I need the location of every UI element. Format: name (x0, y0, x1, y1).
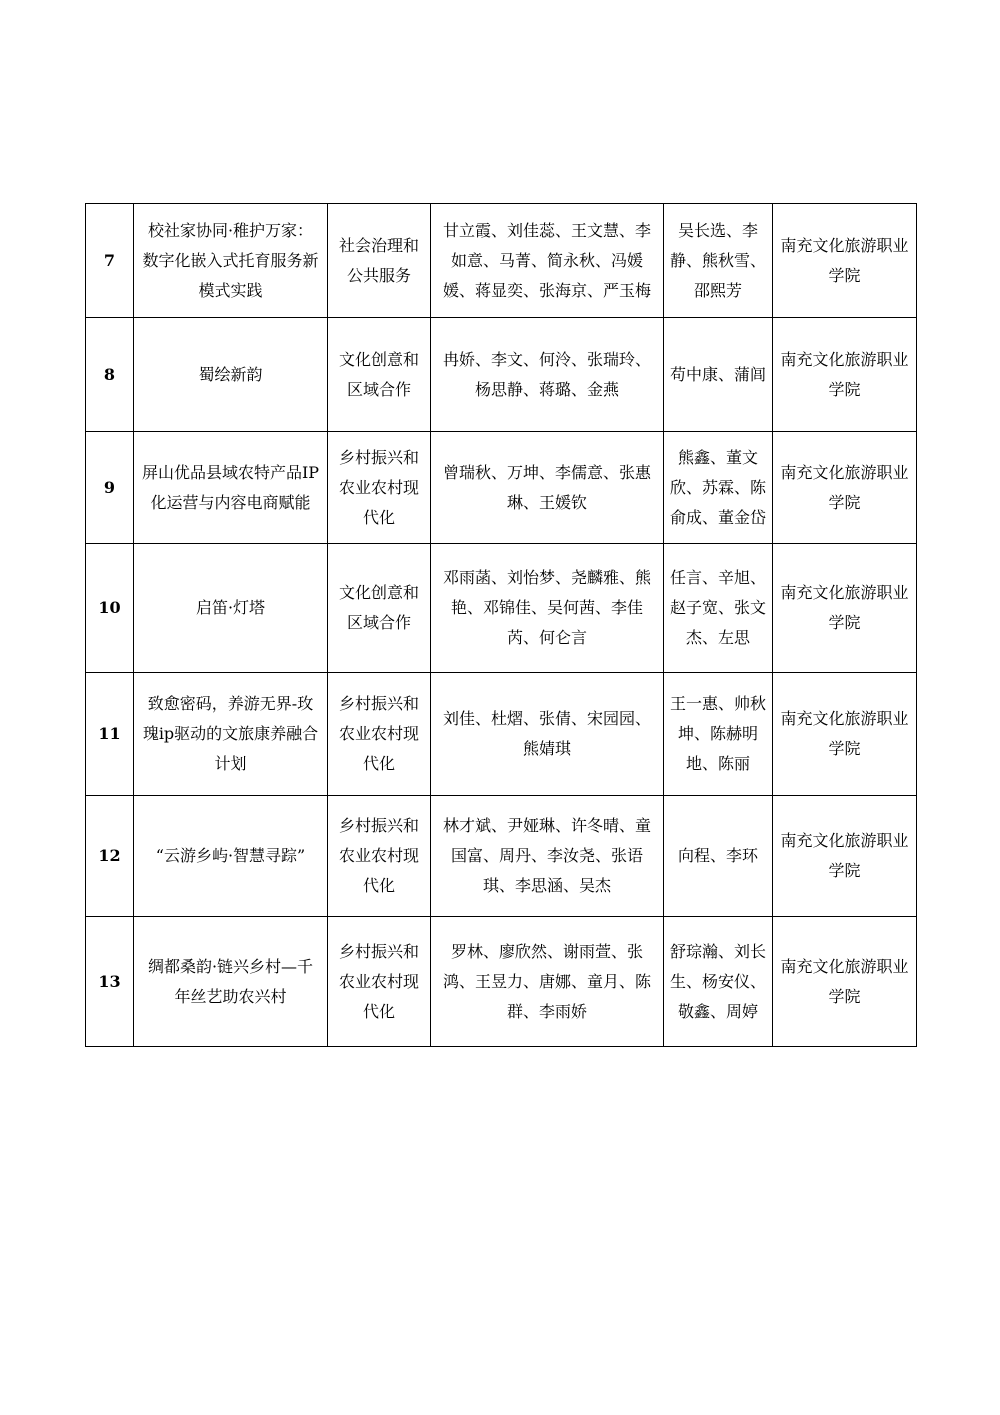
table-row (86, 204, 917, 318)
project-category: 乡村振兴和农业农村现代化 (328, 917, 431, 1047)
table-row (86, 796, 917, 917)
project-title: 致愈密码，养游无界-玫瑰ip驱动的文旅康养融合计划 (134, 673, 328, 796)
advisors: 舒琮瀚、刘长生、杨安仪、敬鑫、周婷 (664, 917, 773, 1047)
team-members: 甘立霞、刘佳蕊、王文慧、李如意、马菁、简永秋、冯媛媛、蒋显奕、张海京、严玉梅 (431, 204, 664, 318)
school-name: 南充文化旅游职业学院 (773, 796, 917, 917)
team-members: 林才斌、尹娅琳、许冬晴、童国富、周丹、李汝尧、张语琪、李思涵、吴杰 (431, 796, 664, 917)
team-members: 曾瑞秋、万坤、李儒意、张惠琳、王媛钦 (431, 432, 664, 544)
school-name: 南充文化旅游职业学院 (773, 673, 917, 796)
project-category: 文化创意和区域合作 (328, 544, 431, 673)
row-number: 13 (86, 917, 134, 1047)
row-number: 9 (86, 432, 134, 544)
row-number: 8 (86, 318, 134, 432)
project-category: 社会治理和公共服务 (328, 204, 431, 318)
project-category: 乡村振兴和农业农村现代化 (328, 432, 431, 544)
advisors: 王一惠、帅秋坤、陈赫明地、陈丽 (664, 673, 773, 796)
project-category: 文化创意和区域合作 (328, 318, 431, 432)
school-name: 南充文化旅游职业学院 (773, 544, 917, 673)
row-number: 7 (86, 204, 134, 318)
advisors: 吴长选、李静、熊秋雪、邵熙芳 (664, 204, 773, 318)
project-title: 绸都桑韵·链兴乡村—千年丝艺助农兴村 (134, 917, 328, 1047)
school-name: 南充文化旅游职业学院 (773, 318, 917, 432)
table-row (86, 917, 917, 1047)
team-members: 刘佳、杜熠、张倩、宋园园、熊婧琪 (431, 673, 664, 796)
team-members: 罗林、廖欣然、谢雨萱、张鸿、王昱力、唐娜、童月、陈群、李雨娇 (431, 917, 664, 1047)
project-title: 启笛·灯塔 (134, 544, 328, 673)
advisors: 熊鑫、董文欣、苏霖、陈俞成、董金岱 (664, 432, 773, 544)
table-row (86, 544, 917, 673)
team-members: 邓雨菡、刘怡梦、尧麟雅、熊艳、邓锦佳、吴何茜、李佳芮、何仑言 (431, 544, 664, 673)
project-title: 校社家协同·稚护万家：数字化嵌入式托育服务新模式实践 (134, 204, 328, 318)
advisors: 向程、李环 (664, 796, 773, 917)
table-row (86, 673, 917, 796)
row-number: 12 (86, 796, 134, 917)
table-row (86, 318, 917, 432)
advisors: 任言、辛旭、赵子宽、张文杰、左思 (664, 544, 773, 673)
project-title: 蜀绘新韵 (134, 318, 328, 432)
row-number: 10 (86, 544, 134, 673)
advisors: 苟中康、蒲闾 (664, 318, 773, 432)
school-name: 南充文化旅游职业学院 (773, 204, 917, 318)
row-number: 11 (86, 673, 134, 796)
project-category: 乡村振兴和农业农村现代化 (328, 796, 431, 917)
project-table (85, 203, 917, 1047)
project-title: “云游乡屿·智慧寻踪” (134, 796, 328, 917)
project-category: 乡村振兴和农业农村现代化 (328, 673, 431, 796)
team-members: 冉娇、李文、何泠、张瑞玲、杨思静、蒋璐、金燕 (431, 318, 664, 432)
school-name: 南充文化旅游职业学院 (773, 917, 917, 1047)
school-name: 南充文化旅游职业学院 (773, 432, 917, 544)
project-title: 屏山优品县域农特产品IP化运营与内容电商赋能 (134, 432, 328, 544)
table-row (86, 432, 917, 544)
